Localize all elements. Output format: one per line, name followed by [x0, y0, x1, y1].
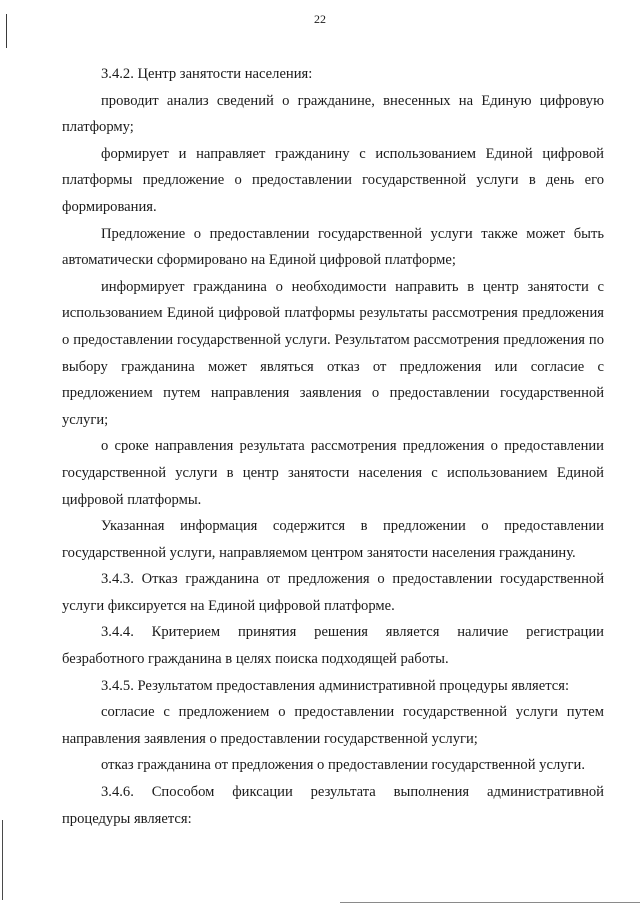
paragraph-3-4-3: 3.4.3. Отказ гражданина от предложения о предоставлении государственной услуги фиксируется на Единой цифровой платформе.: [62, 571, 604, 614]
paragraph-3-4-6: 3.4.6. Способом фиксации результата выполнения административной процедуры является:: [62, 784, 604, 827]
scan-edge-mark-footer: [340, 902, 640, 903]
paragraph-3-4-2: 3.4.2. Центр занятости населения:: [101, 66, 313, 82]
paragraph-auto-offer: Предложение о предоставлении государственной услуги также может быть автоматически сформировано на Единой цифровой платформе;: [62, 225, 604, 269]
paragraph-informs: информирует гражданина о необходимости направить в центр занятости с использованием Единой цифровой платформы результаты рассмотрения предложения о предоставлении государственной услуги. Результатом рассмотрения предложения по выбору гражданина может являться отказ от предложения или согласие с предложением путем направления заявления о предоставлении государственной услуги;: [62, 278, 604, 428]
paragraph-3-4-5: 3.4.5. Результатом предоставления административной процедуры является:: [101, 677, 570, 694]
paragraph-deadline: о сроке направления результата рассмотрения предложения о предоставлении государственной услуги в центр занятости населения с использованием Единой цифровой платформы.: [62, 438, 604, 508]
paragraph-analysis: проводит анализ сведений о гражданине, внесенных на Единую цифровую платформу;: [62, 92, 604, 136]
paragraph-forms-offer: формирует и направляет гражданину с использованием Единой цифровой платформы предложение о предоставлении государственной услуги в день его формирования.: [62, 145, 604, 215]
paragraph-consent: согласие с предложением о предоставлении государственной услуги путем направления заявления о предоставлении государственной услуги;: [62, 704, 604, 747]
paragraph-3-4-4: 3.4.4. Критерием принятия решения является наличие регистрации безработного гражданина в целях поиска подходящей работы.: [62, 624, 604, 668]
document-body: [62, 61, 604, 832]
scan-edge-mark-bottom: [2, 820, 3, 900]
paragraph-info-contained: Указанная информация содержится в предложении о предоставлении государственной услуги, направляемом центром занятости населения гражданину.: [62, 518, 604, 561]
paragraph-refusal: отказ гражданина от предложения о предоставлении государственной услуги.: [101, 757, 585, 774]
page-number: 22: [314, 12, 326, 26]
